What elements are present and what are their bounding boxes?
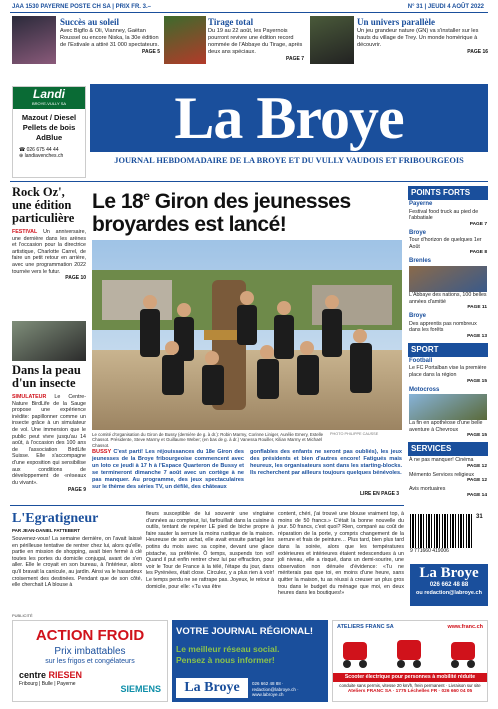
sidebar-item[interactable] — [408, 229, 488, 258]
sidebar — [408, 186, 488, 500]
egratigneur-col-3: content, chéri, j'ai trouvé une blouse vraiment top, à moins de 50 francs.» C'était la bonne nouvelle du jour. 50 francs, c'est quoi? Rien, comparé au coût de réparation de la porte, y compris changement de la serrure et frais de peinture… Plus tard, bien plus tard dans la soirée, alors que les températures extérieures et intérieures étaient redescendues à un joli niveau, elle a risqué, dans un demi-sourire, une observation non dénuée d'évidence: «Tu ne mériterais pas que toi, en moins d'une heure, sans quitter la maison, tu as réussi à creuser un plus gros trou dans le budget du ménage que moi, en deux heures dans les boutiques!» — [278, 511, 404, 597]
left-column-2 — [12, 364, 86, 493]
lead-column-1 — [92, 449, 244, 491]
teaser-text: Du 19 au 22 août, les Payernois pourront revivre une édition record nommée de l'Abbaye du Tirage, après deux ans spéciaux. — [208, 28, 303, 56]
sidebar-item[interactable] — [408, 471, 488, 486]
egratigneur-author: PAR JEAN-DANIEL FATTEBERT — [12, 528, 81, 533]
sidebar-item[interactable] — [408, 312, 488, 341]
sidebar-head-points-forts: POINTS FORTS — [408, 186, 488, 200]
sidebar-page: PAGE 14 — [467, 493, 487, 499]
egratigneur-title[interactable]: L'Egratigneur — [12, 511, 99, 526]
barcode-bars — [410, 514, 472, 548]
sidebar-text: Avis mortuaires — [409, 486, 446, 493]
sidebar-page: PAGE 7 — [469, 221, 487, 227]
header-rule — [10, 12, 488, 13]
landi-line: Mazout / Diesel — [21, 113, 77, 122]
ad-franc-title: Scooter électrique pour personnes à mobilité réduite — [333, 673, 487, 682]
ad-riesen-places: Fribourg | Bulle | Payerne — [19, 681, 76, 688]
landi-logo — [13, 87, 85, 109]
ads-label: PUBLICITÉ — [12, 613, 33, 618]
egratigneur-rule — [10, 505, 404, 506]
article-text: Un anniversaire, une dernière dans les arènes et l'occasion pour la directrice artistique, Charlotte Carrel, de faire un petit retour en arrière, avec une programmation 2022 tournée vers le futur. — [12, 229, 86, 275]
lead-text-2: gonflables des enfants ne seront pas oubliés), les jeux des présidents et bien d'autres encore! Fatigués mais heureux, les organisateurs sont dans les starting-blocks. Ils recherchent par ailleurs toujours quelques bénévoles. — [250, 449, 402, 476]
landi-line: AdBlue — [35, 133, 63, 142]
sidebar-kicker: Payerne — [409, 201, 433, 207]
headline-part-b: Giron des jeunesses broyardes est lancé! — [92, 190, 351, 236]
teaser-1[interactable] — [60, 17, 160, 55]
sidebar-head-sport: SPORT — [408, 343, 488, 357]
sidebar-text: Le FC Portalban vise la première place dans la région — [409, 365, 487, 378]
ad-riesen-brand: RIESEN — [48, 670, 83, 680]
ad-riesen-title: ACTION FROID — [35, 627, 145, 644]
teaser-text: Avec Bigflo & Oli, Vianney, Gaëtan Roussel ou encore Niska, la 30e édition de l'Estivale a attiré 31 000 spectateurs. — [60, 28, 160, 49]
barcode-number: 9 771660 419006 — [410, 548, 449, 554]
sidebar-text: À ne pas manquer! Cinéma — [409, 457, 474, 464]
sidebar-page: PAGE 13 — [467, 333, 487, 339]
ad-journal-title: VOTRE JOURNAL RÉGIONAL! — [176, 626, 314, 637]
sidebar-kicker: Motocross — [409, 386, 440, 393]
main-photo — [92, 240, 402, 430]
masthead-tagline: JOURNAL HEBDOMADAIRE DE LA BROYE ET DU VULLY VAUDOIS ET FRIBOURGEOIS — [114, 156, 464, 165]
article-headline[interactable]: Dans la peau d'un insecte — [12, 363, 81, 390]
teaser-page: PAGE 5 — [142, 49, 160, 56]
scooter-images — [333, 634, 489, 670]
landi-brand: Landi — [33, 87, 65, 101]
barcode — [410, 514, 488, 558]
sidebar-text: Des apprentis pas nombreux dans les forêts — [409, 320, 477, 334]
ad-riesen[interactable] — [12, 620, 168, 702]
headline-sup: e — [143, 189, 150, 203]
left-column — [12, 186, 86, 282]
ad-journal-text1: Le meilleur réseau social. — [176, 643, 280, 654]
issue-price-line: JAA 1530 PAYERNE POSTE CH SA | PRIX FR. 3.– — [12, 4, 151, 10]
promo-mail: ou redaction@labroye.ch — [416, 589, 482, 596]
kicker: SIMULATEUR — [12, 394, 47, 400]
headline-part-a: Le 18 — [92, 190, 144, 213]
ad-riesen-sub2: sur les frigos et congélateurs — [45, 658, 135, 666]
page-ref: PAGE 10 — [65, 275, 86, 282]
ad-franc-text: conduite sans permis, vitesse 20 km/h, frein permanent · Livraison sur site — [339, 682, 481, 688]
brenles-photo — [409, 266, 487, 292]
sidebar-text: Festival food truck au pied de l'abbatiale — [409, 208, 479, 222]
sidebar-kicker: Broye — [409, 313, 427, 320]
landi-sub: BROYE-VULLY SA — [31, 101, 67, 106]
lead-column-2 — [250, 449, 402, 477]
ad-franc-footer: Ateliers FRANC SA · 1775 Léchelles FR · 026 660 04 05 — [347, 689, 473, 695]
sidebar-item[interactable] — [408, 200, 488, 229]
sidebar-item[interactable] — [408, 485, 488, 500]
phone-icon: ☎ — [19, 147, 27, 153]
egratigneur-col-2: fleurs susceptible de lui souvenir une vingtaine d'années au compteur, lui, farfouillait dans la cuisine à outils, tentant de repérer LE pied de biche propre à faire sauter la serrure la moins rustique de la maison. Heureuse de son achat, elle avait ensuite partagé les potins du mois avec sa copine, devant une glace pistache, sa préférée. Ô temps, suspends ton vol! Quand il put enfin rentrer chez lui par effraction, pour voir le Tour de France à la télé, l'étape du jour, dans les Pyrénées, était close. Circulez, y a plus rien à voir! Le temps perdu ne se rattrape pas. Joyeux, le retour à domicile, pour elle: «Tu vas être — [146, 511, 274, 590]
teaser-2[interactable] — [208, 17, 304, 62]
photo-caption: Le comité d'organisation du Giron de Bussy (dernière de g. à dr.): Robin Marmy, Corinne Liniger, Aurélie Emery, Estelle Chassot. Présidente, Steve Marmy et Guillaume Weber; (en bas de g. à dr.) Vanessa Rouiller, Kilian Marmy et Michaël Chassot. — [92, 432, 324, 448]
promo-title: La Broye — [419, 565, 479, 581]
article-headline[interactable]: Rock Oz', une édition particulière — [12, 185, 75, 225]
ad-journal-brand: La Broye — [176, 678, 248, 698]
sidebar-page: PAGE 12 — [467, 463, 487, 469]
sidebar-page: PAGE 15 — [467, 378, 487, 384]
landi-web: landiavenches.ch — [24, 153, 64, 160]
teaser-image-2 — [164, 16, 206, 64]
kicker: FESTIVAL — [12, 229, 38, 235]
ad-franc-web: www.franc.ch — [447, 624, 483, 630]
barcode-issue: 31 — [476, 514, 483, 520]
sidebar-text: Tour d'horizon de quelques 1er Août — [409, 237, 482, 250]
sidebar-kicker: Brenles — [409, 258, 432, 265]
sidebar-kicker: Broye — [409, 229, 427, 236]
sidebar-item[interactable] — [408, 357, 488, 386]
sidebar-page: PAGE 12 — [467, 478, 487, 484]
teaser-3[interactable] — [357, 17, 488, 55]
ad-journal-text2: Pensez à nous informer! — [176, 654, 275, 665]
lead-text-1: C'est parti! Les réjouissances du 18e Giron des jeunesses de la Broye fribourgeoise commencent avec un loto ce jeudi à 17 h à l'Espace Quarteron de Bussy et se termineront dimanche 7 août avec un cortège à ne pas manquer. Au programme, des jeux spectaculaires sur le thème des séries TV, un défilé, des châteaux — [92, 449, 244, 490]
insect-simulator-photo — [12, 321, 86, 361]
ad-riesen-brand-prefix: centre — [19, 670, 49, 680]
landi-phone: 026 675 44 44 — [26, 147, 59, 153]
page-ref: PAGE 9 — [68, 486, 86, 493]
issue-date-line: N° 31 | JEUDI 4 AOÛT 2022 — [407, 4, 484, 10]
teaser-title: Tirage total — [208, 17, 254, 27]
promo-box[interactable] — [410, 564, 488, 606]
main-headline[interactable] — [92, 185, 402, 236]
sidebar-kicker: Football — [409, 357, 433, 364]
teaser-text: Un jeu grandeur nature (GN) va s'installer sur les hauts du village de Trey. Un monde homérique à découvrir. — [357, 28, 479, 49]
ad-riesen-brand-line — [13, 670, 167, 681]
kicker: BUSSY — [92, 449, 112, 455]
teaser-title: Succès au soleil — [60, 17, 120, 27]
teaser-image-1 — [12, 16, 56, 64]
ad-franc[interactable] — [332, 620, 488, 702]
sidebar-text: La fin en apothéose d'une belle aventure à Chevroux — [409, 420, 483, 433]
teaser-title: Un univers parallèle — [357, 17, 435, 27]
sidebar-text: L'Abbaye des nations, 100 belles années d'amitié — [409, 291, 487, 305]
photo-credit: PHOTO PHILIPPE CAUSSE — [330, 432, 379, 436]
teaser-image-3 — [310, 16, 354, 64]
sidebar-item[interactable] — [408, 257, 488, 312]
sidebar-page: PAGE 15 — [467, 433, 487, 439]
ad-riesen-sub1: Prix imbattables — [54, 645, 126, 657]
ad-journal[interactable] — [172, 620, 328, 702]
teaser-page: PAGE 16 — [467, 49, 488, 56]
sidebar-item[interactable] — [408, 456, 488, 471]
teaser-page: PAGE 7 — [286, 56, 304, 63]
giron-committee-photo — [92, 240, 402, 430]
promo-phone: 026 662 48 88 — [429, 582, 469, 588]
lead-page-ref[interactable]: LIRE EN PAGE 3 — [360, 491, 400, 497]
masthead — [90, 84, 488, 152]
article-text: Le Centre-Nature BirdLife de la Sauge propose une expérience inédite: papillonner comme un insecte grâce à un simulateur de vol. Une immersion que le public peut vivre jusqu'au 14 août, à l'occasion des 100 ans de l'association BirdLife Suisse. Elle s'accompagne d'une exposition qui sensibilise aux conditions de développement de «réseaux du vivant». — [12, 394, 86, 486]
sidebar-head-services: SERVICES — [408, 442, 488, 456]
landi-line: Pellets de bois — [22, 123, 76, 132]
ad-riesen-partner: SIEMENS — [120, 683, 161, 694]
motocross-photo — [409, 394, 487, 420]
ad-landi[interactable] — [12, 86, 86, 178]
sidebar-item[interactable] — [408, 386, 488, 441]
masthead-title: La Broye — [174, 85, 404, 151]
sidebar-page: PAGE 8 — [469, 250, 487, 256]
ad-journal-contact: 026 662 48 88 · redaction@labroye.ch · www.labroye.ch — [252, 681, 299, 698]
ad-franc-brand: ATELIERS FRANC SA — [337, 624, 394, 630]
egratigneur-col-1: Souvenez-vous! La semaine dernière, on l'avait laissé en périlleuse tentative de rentrer chez lui, alors qu'elle, partie en mission de shopping, avait bien fermé à clé toutes les portes du domicile conjugal, avant de s'en aller. Elle le croyait en son bureau, à l'intérieur, alors qu'il bravait la canicule, au jardin. Ainsi va le hasardeux croisement des destinées. Pendant que de son côté, elle cherchait LA blouse à — [12, 536, 142, 589]
sidebar-page: PAGE 11 — [467, 305, 487, 311]
masthead-rule — [10, 181, 488, 182]
globe-icon: ⊕ — [19, 153, 25, 160]
sidebar-text: Mémento Services religieux — [409, 471, 475, 478]
